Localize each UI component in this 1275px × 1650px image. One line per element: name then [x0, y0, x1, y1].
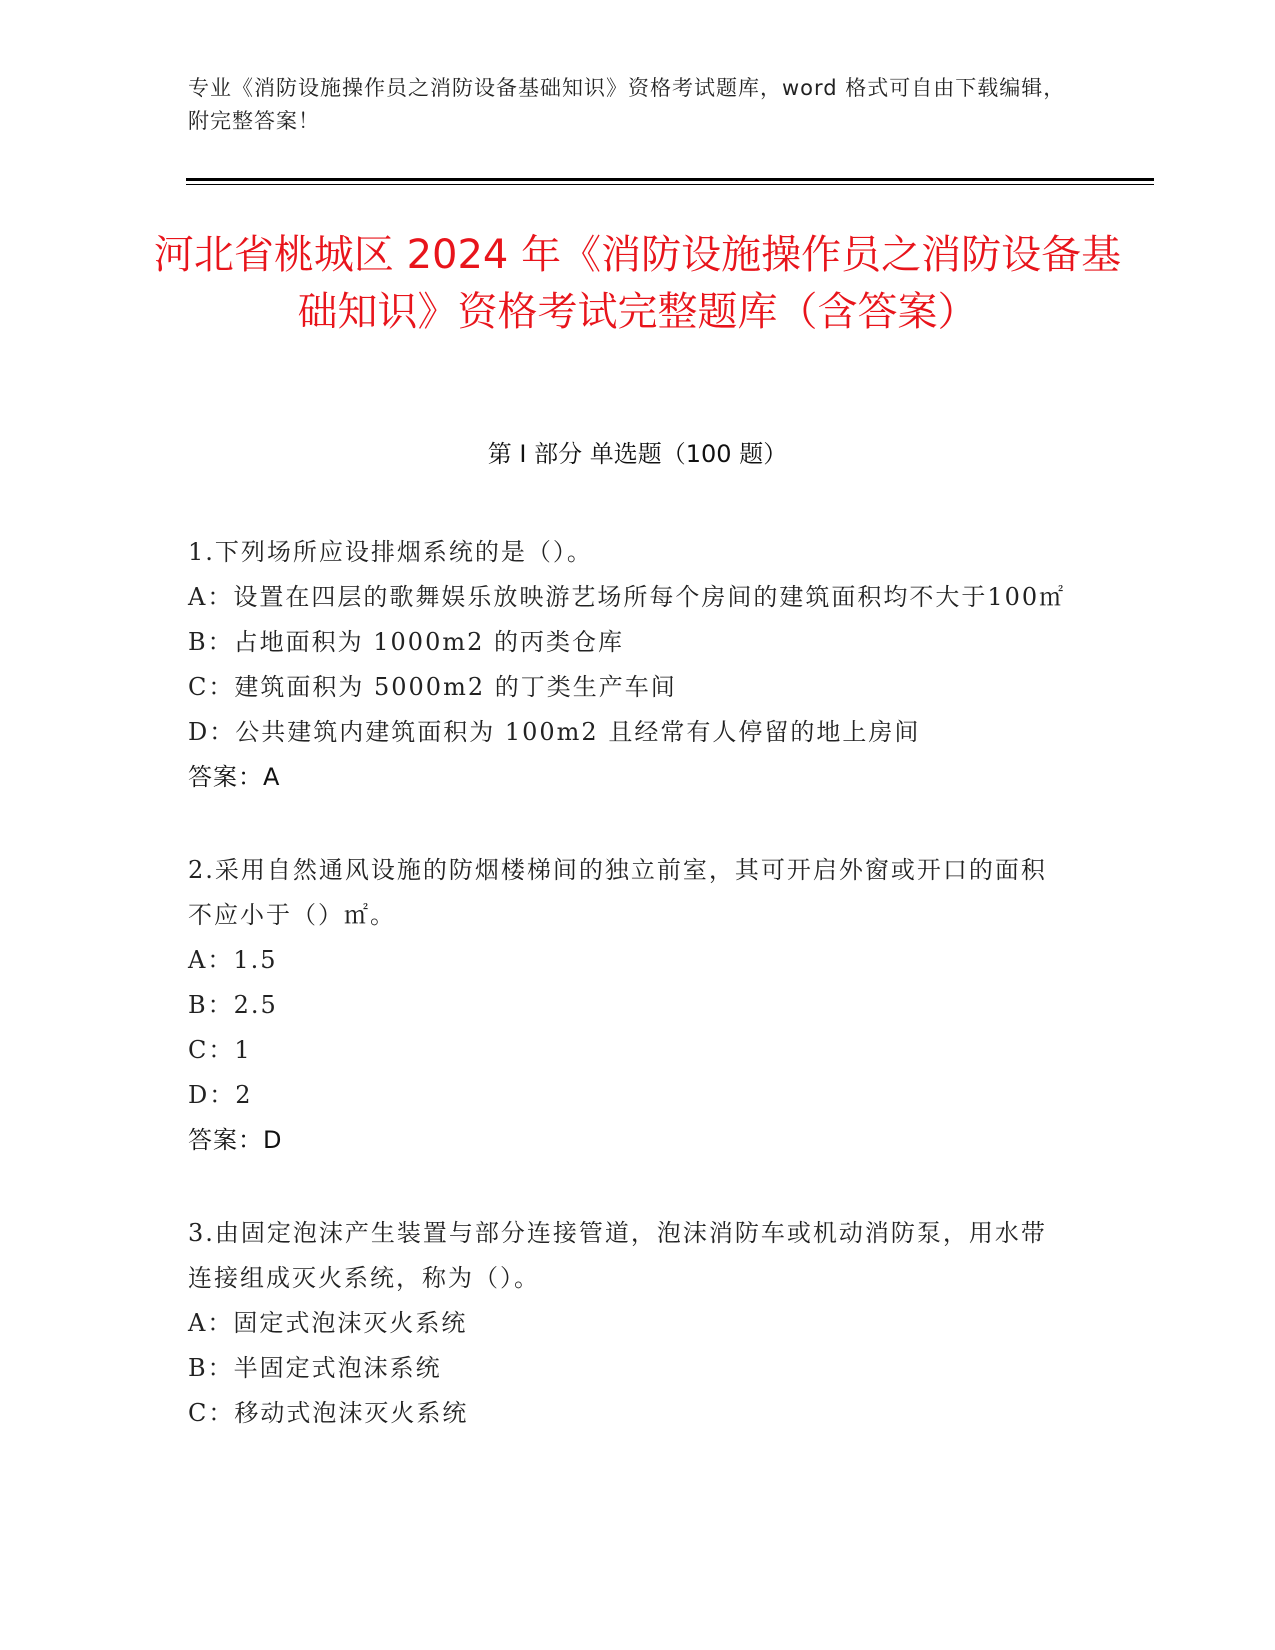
option-c: C：移动式泡沫灭火系统: [188, 1399, 469, 1427]
header-divider-thick: [186, 178, 1154, 181]
header-note: 专业《消防设施操作员之消防设备基础知识》资格考试题库，word 格式可自由下载编辑，附完整答案！: [188, 76, 1066, 133]
option-a: A：固定式泡沫灭火系统: [188, 1309, 468, 1337]
section-heading: 第 I 部分 单选题（100 题）: [487, 440, 788, 468]
question-stem: 2.采用自然通风设施的防烟楼梯间的独立前室，其可开启外窗或开口的面积不应小于（）㎡。: [188, 856, 1047, 929]
option-a: A：1.5: [188, 946, 278, 974]
answer-label: 答案：A: [188, 763, 281, 791]
question-item: [188, 1211, 1068, 1436]
option-c: C：1: [188, 1036, 252, 1064]
question-list: [188, 530, 1068, 1484]
option-a: A：设置在四层的歌舞娱乐放映游艺场所每个房间的建筑面积均不大于100㎡: [188, 583, 1066, 611]
option-b: B：2.5: [188, 991, 278, 1019]
option-d: D：2: [188, 1081, 253, 1109]
option-b: B：占地面积为 1000m2 的丙类仓库: [188, 628, 624, 656]
question-stem: 1.下列场所应设排烟系统的是（）。: [188, 538, 593, 566]
option-d: D：公共建筑内建筑面积为 100m2 且经常有人停留的地上房间: [188, 718, 921, 746]
document-title: 河北省桃城区 2024 年《消防设施操作员之消防设备基础知识》资格考试完整题库（含答案）: [153, 232, 1122, 335]
question-item: [188, 530, 1068, 800]
question-item: [188, 848, 1068, 1163]
question-stem: 3.由固定泡沫产生装置与部分连接管道，泡沫消防车或机动消防泵，用水带连接组成灭火系统，称为（）。: [188, 1219, 1047, 1292]
option-b: B：半固定式泡沫系统: [188, 1354, 442, 1382]
answer-label: 答案：D: [188, 1126, 283, 1154]
option-c: C：建筑面积为 5000m2 的丁类生产车间: [188, 673, 677, 701]
header-divider-thin: [186, 184, 1154, 185]
